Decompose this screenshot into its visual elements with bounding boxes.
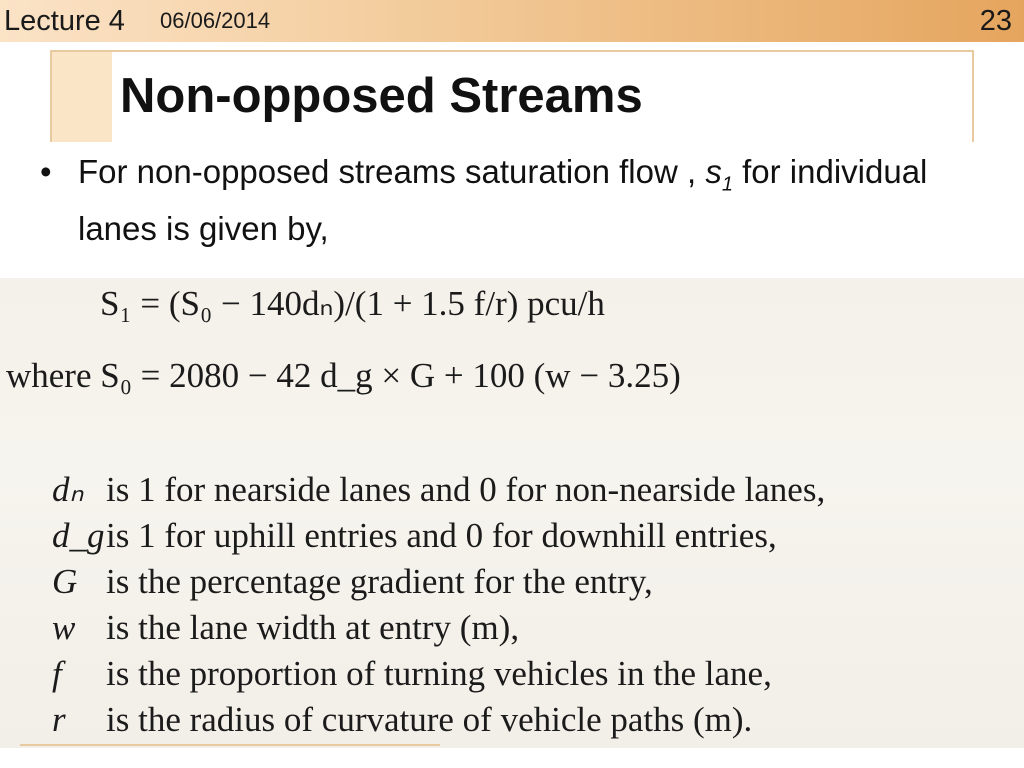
bullet-text xyxy=(78,150,998,251)
footer-divider xyxy=(20,744,440,746)
variable-symbol: d_g xyxy=(52,516,105,555)
bullet-text-after: for individual lanes is given by, xyxy=(78,153,928,247)
base-flow-equation: where S₀ = 2080 − 42 d_g × G + 100 (w − 3.25) xyxy=(6,356,681,395)
variable-symbol: f xyxy=(52,654,62,693)
variable-description: is the percentage gradient for the entry, xyxy=(106,562,653,601)
variable-description: is 1 for nearside lanes and 0 for non-nearside lanes, xyxy=(106,470,826,509)
variable-description: is the proportion of turning vehicles in the lane, xyxy=(106,654,772,693)
variable-symbol: r xyxy=(52,700,66,739)
bullet-text-before: For non-opposed streams saturation flow , xyxy=(78,153,706,190)
variable-description: is the lane width at entry (m), xyxy=(106,608,520,647)
saturation-symbol: s xyxy=(705,153,722,190)
saturation-flow-equation: S₁ = (S₀ − 140dₙ)/(1 + 1.5 f/r) pcu/h xyxy=(100,284,605,323)
saturation-symbol-subscript: 1 xyxy=(721,173,733,196)
title-accent xyxy=(52,52,112,142)
header-bar xyxy=(0,0,1024,42)
variable-symbol: G xyxy=(52,562,78,601)
variable-description: is 1 for uphill entries and 0 for downhill entries, xyxy=(106,516,777,555)
variable-symbol: w xyxy=(52,608,76,647)
page-number: 23 xyxy=(979,5,1012,37)
slide-title: Non-opposed Streams xyxy=(120,69,643,123)
variable-description: is the radius of curvature of vehicle paths (m). xyxy=(106,700,753,739)
lecture-label: Lecture 4 xyxy=(4,5,125,37)
bullet-marker: • xyxy=(40,153,52,190)
variable-symbol: dₙ xyxy=(52,470,84,509)
scanned-formula-panel xyxy=(0,278,1024,748)
date-label: 06/06/2014 xyxy=(160,8,271,33)
